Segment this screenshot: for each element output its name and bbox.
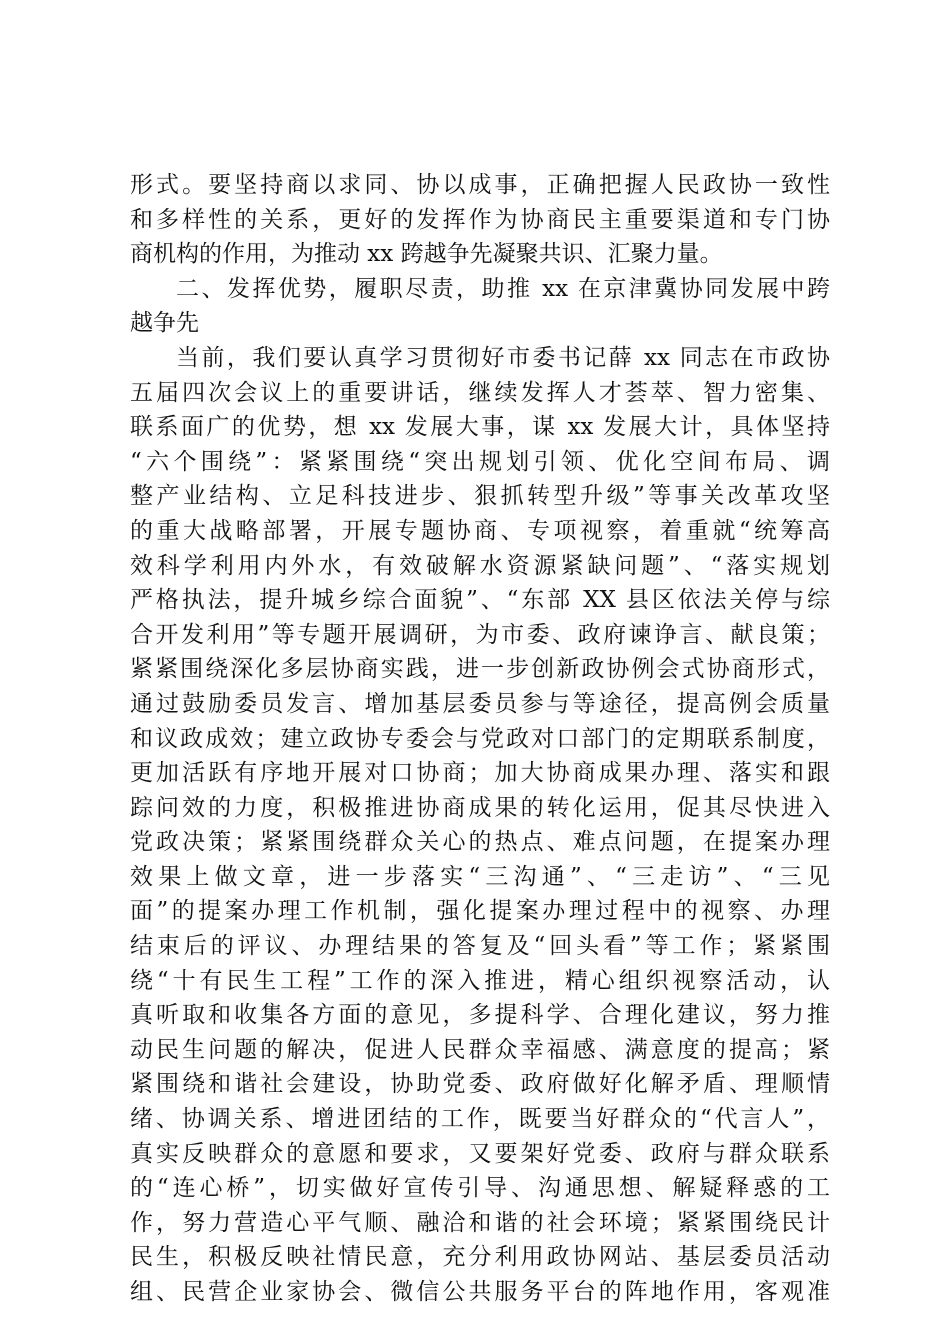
text-line: 的“连心桥”，切实做好宣传引导、沟通思想、解疑释惑的工 bbox=[130, 1175, 830, 1202]
text-line: 紧紧围绕深化多层协商实践，进一步创新政协例会式协商形式， bbox=[130, 656, 830, 683]
text-line: 效科学利用内外水，有效破解水资源紧缺问题”、“落实规划 bbox=[130, 552, 830, 579]
text-line: 踪问效的力度，积极推进协商成果的转化运用，促其尽快进入 bbox=[130, 794, 830, 821]
paragraph-p1 bbox=[130, 168, 830, 272]
text-line: “六个围绕”：紧紧围绕“突出规划引领、优化空间布局、调 bbox=[130, 448, 830, 475]
text-line: 联系面广的优势，想 xx 发展大事，谋 xx 发展大计，具体坚持 bbox=[130, 414, 830, 441]
text-line: 绕“十有民生工程”工作的深入推进，精心组织视察活动，认 bbox=[130, 967, 830, 994]
text-line: 结束后的评议、办理结果的答复及“回头看”等工作；紧紧围 bbox=[130, 933, 830, 960]
text-line: 效果上做文章，进一步落实“三沟通”、“三走访”、“三见 bbox=[130, 863, 830, 890]
text-line: 整产业结构、立足科技进步、狠抓转型升级”等事关改革攻坚 bbox=[130, 483, 830, 510]
text-line: 严格执法，提升城乡综合面貌”、“东部 XX 县区依法关停与综 bbox=[130, 587, 830, 614]
text-line: 真实反映群众的意愿和要求，又要架好党委、政府与群众联系 bbox=[130, 1140, 830, 1167]
text-line: 通过鼓励委员发言、增加基层委员参与等途径，提高例会质量 bbox=[130, 690, 830, 717]
text-line: 二、发挥优势，履职尽责，助推 xx 在京津冀协同发展中跨 bbox=[176, 275, 830, 302]
text-line: 当前，我们要认真学习贯彻好市委书记薛 xx 同志在市政协 bbox=[176, 344, 830, 371]
text-line: 的重大战略部署，开展专题协商、专项视察，着重就“统筹高 bbox=[130, 517, 830, 544]
paragraph-p2 bbox=[130, 272, 830, 341]
text-line: 党政决策；紧紧围绕群众关心的热点、难点问题，在提案办理 bbox=[130, 829, 830, 856]
text-line: 和多样性的关系，更好的发挥作为协商民主重要渠道和专门协 bbox=[130, 206, 830, 233]
text-line: 合开发利用”等专题开展调研，为市委、政府谏诤言、献良策； bbox=[130, 621, 830, 648]
text-line: 形式。要坚持商以求同、协以成事，正确把握人民政协一致性 bbox=[130, 172, 830, 198]
text-line: 和议政成效；建立政协专委会与党政对口部门的定期联系制度， bbox=[130, 725, 830, 752]
paragraph-p3 bbox=[130, 341, 830, 1310]
document-body bbox=[130, 168, 830, 1310]
text-line: 真听取和收集各方面的意见，多提科学、合理化建议，努力推 bbox=[130, 1002, 830, 1029]
text-line: 民生，积极反映社情民意，充分利用政协网站、基层委员活动 bbox=[130, 1244, 830, 1271]
text-line: 作，努力营造心平气顺、融洽和谐的社会环境；紧紧围绕民计 bbox=[130, 1209, 830, 1236]
text-line: 组、民营企业家协会、微信公共服务平台的阵地作用，客观准 bbox=[130, 1279, 830, 1305]
text-line: 商机构的作用，为推动 xx 跨越争先凝聚共识、汇聚力量。 bbox=[130, 241, 723, 268]
text-line: 更加活跃有序地开展对口协商；加大协商成果办理、落实和跟 bbox=[130, 760, 830, 787]
text-line: 紧围绕和谐社会建设，协助党委、政府做好化解矛盾、理顺情 bbox=[130, 1071, 830, 1098]
text-line: 越争先 bbox=[130, 310, 199, 337]
text-line: 绪、协调关系、增进团结的工作，既要当好群众的“代言人”， bbox=[130, 1106, 830, 1133]
text-line: 五届四次会议上的重要讲话，继续发挥人才荟萃、智力密集、 bbox=[130, 379, 830, 406]
text-line: 动民生问题的解决，促进人民群众幸福感、满意度的提高；紧 bbox=[130, 1036, 830, 1063]
text-line: 面”的提案办理工作机制，强化提案办理过程中的视察、办理 bbox=[130, 898, 830, 925]
